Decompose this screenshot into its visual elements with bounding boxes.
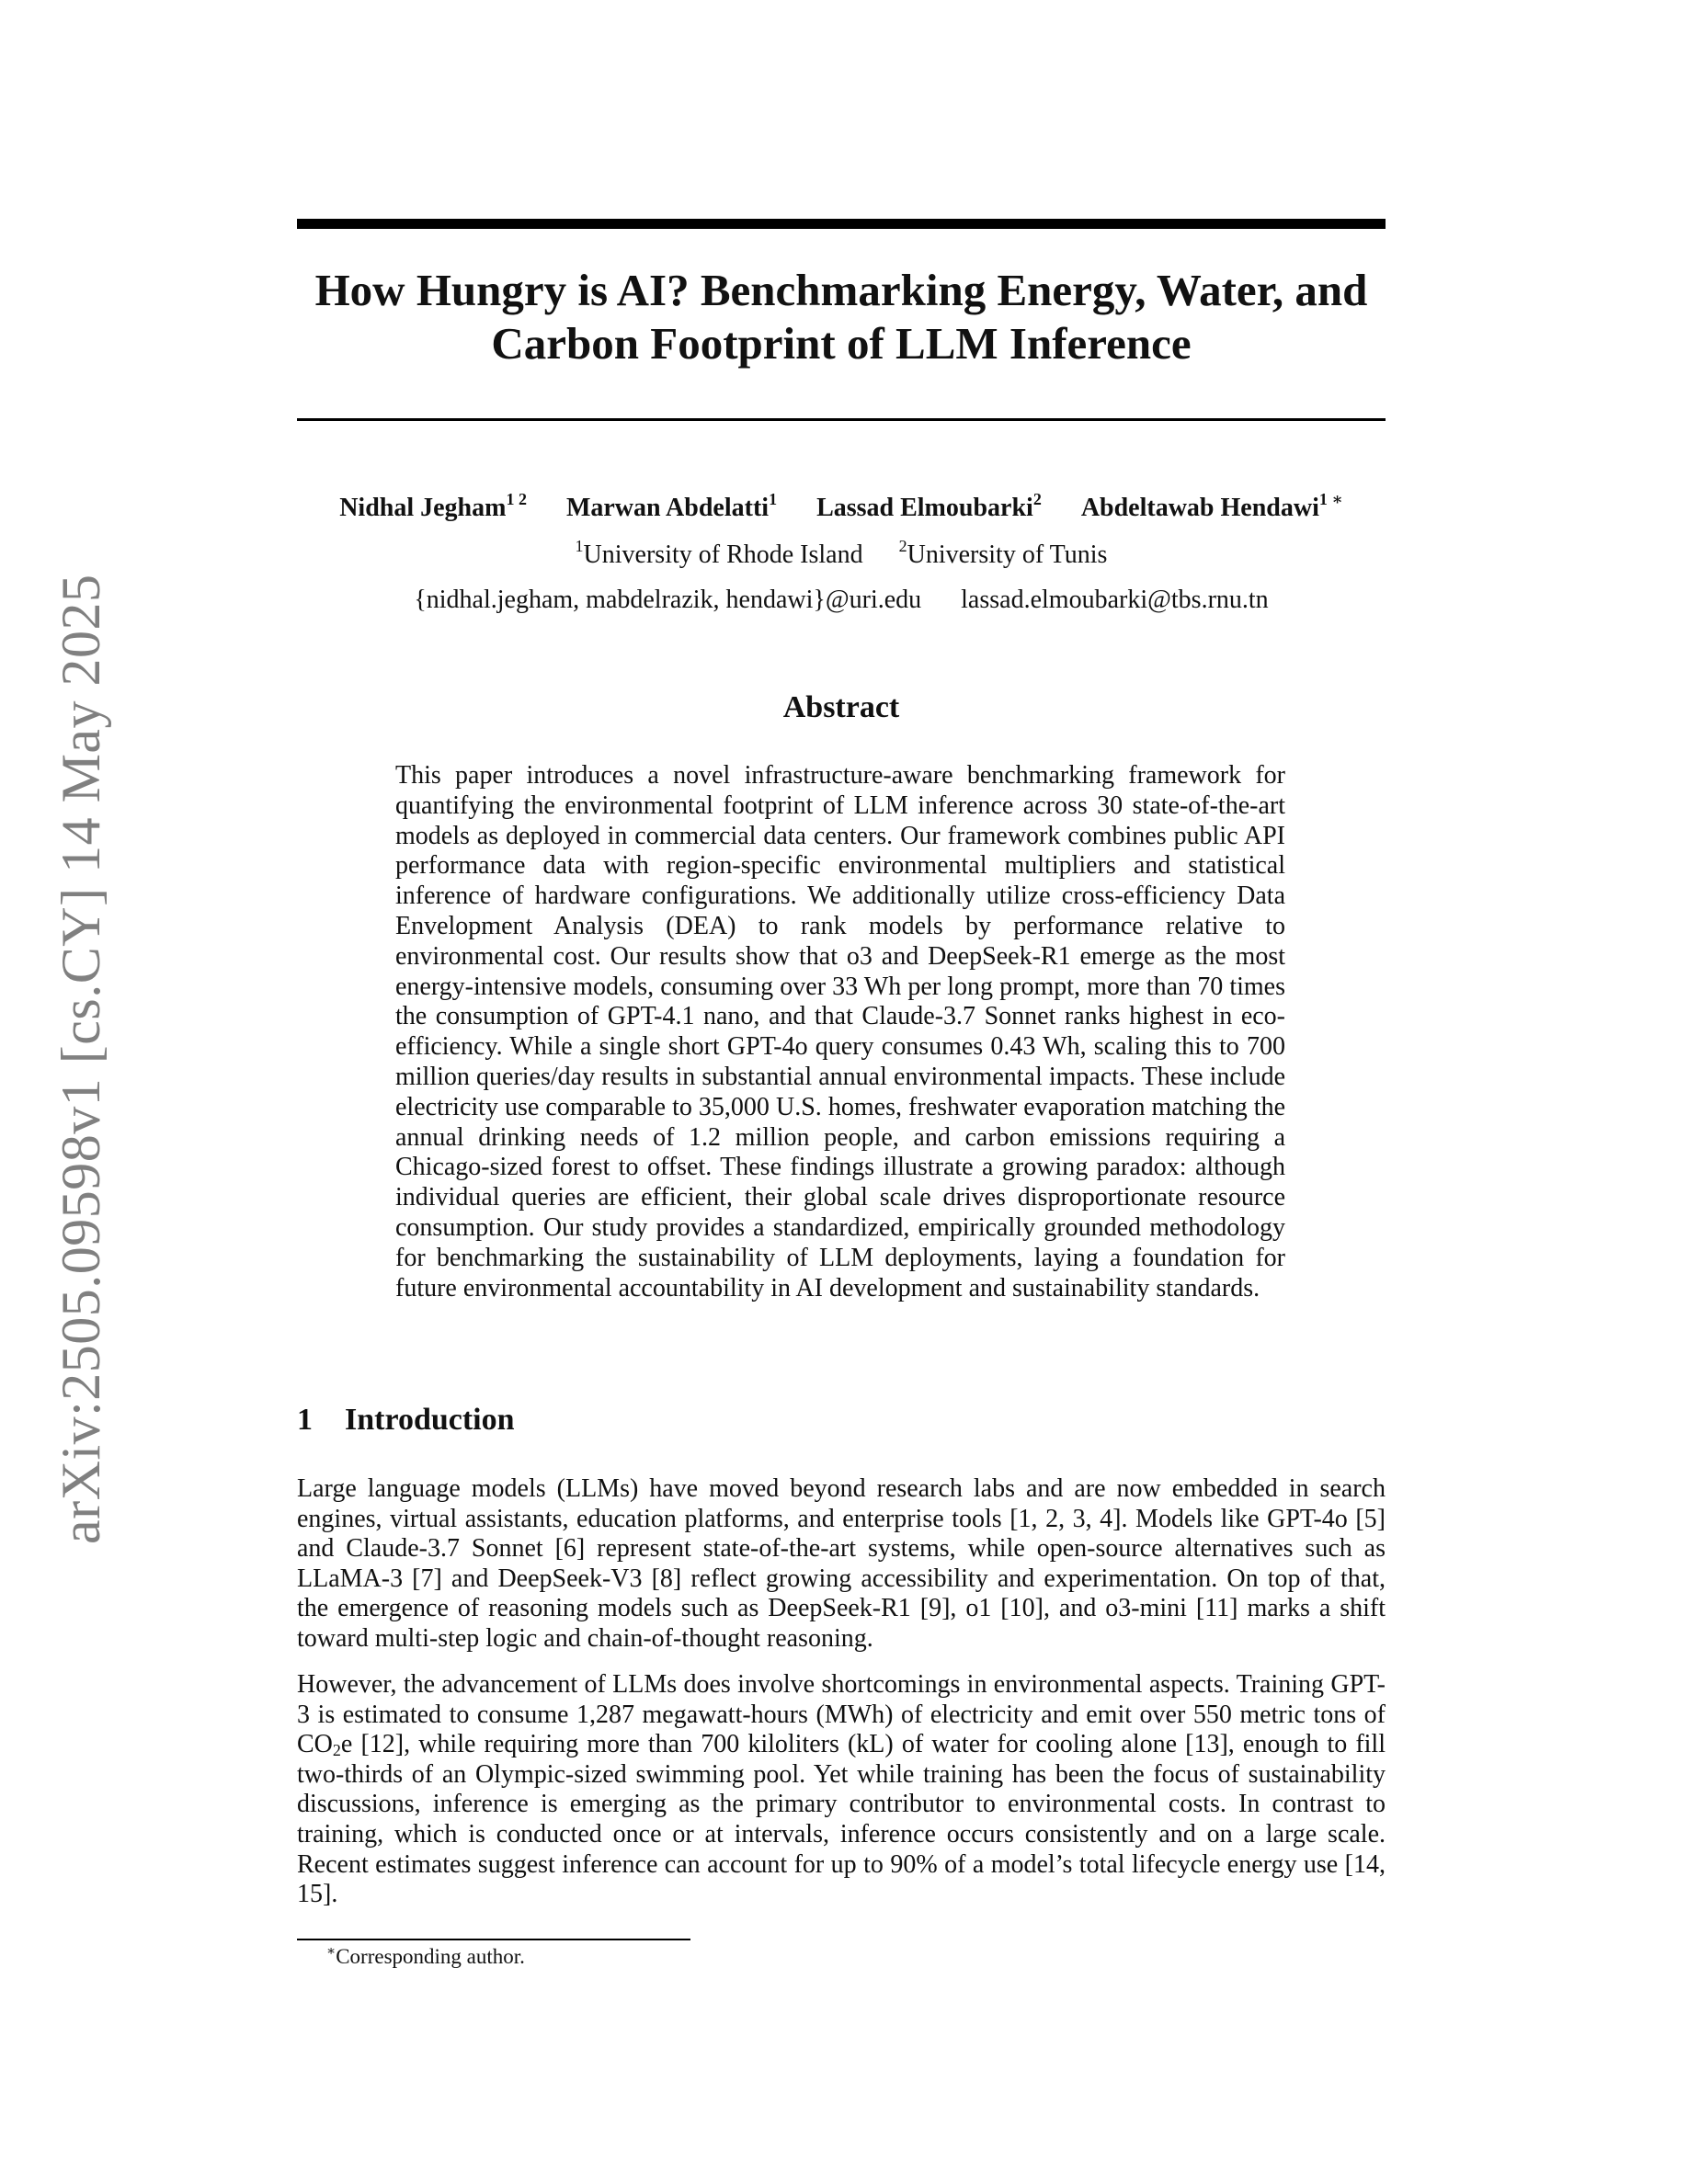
affiliation-list xyxy=(297,537,1386,571)
author-affiliation-mark: 1 xyxy=(769,490,778,508)
email-address: {nidhal.jegham, mabdelrazik, hendawi}@uri.edu xyxy=(414,586,922,614)
abstract-text: This paper introduces a novel infrastructure-aware benchmarking framework for quantifying the environmental footprint of LLM inference across 30 state-of-the-art models as deployed in commercial data centers. Our framework combines public API performance data with region-specific environmental multipliers and statistical inference of hardware configurations. We additionally utilize cross-efficiency Data Envelopment Analysis (DEA) to rank models by performance relative to environmental cost. Our results show that o3 and DeepSeek-R1 emerge as the most energy-intensive models, consuming over 33 Wh per long prompt, more than 70 times the consumption of GPT-4.1 nano, and that Claude-3.7 Sonnet ranks highest in eco-efficiency. While a single short GPT-4o query consumes 0.43 Wh, scaling this to 700 million queries/day results in substantial annual environmental impacts. These include electricity use comparable to 35,000 U.S. homes, freshwater evaporation matching the annual drinking needs of 1.2 million people, and carbon emissions requiring a Chicago-sized forest to offset. These findings illustrate a growing paradox: although individual queries are efficient, their global scale drives disproportionate resource consumption. Our study provides a standardized, empirically grounded methodology for benchmarking the sustainability of LLM deployments, laying a foundation for future environmental accountability in AI development and sustainability standards. xyxy=(395,761,1285,1302)
author-name: Lassad Elmoubarki xyxy=(816,494,1033,522)
author-affiliation-mark: 1 ∗ xyxy=(1318,490,1343,508)
paragraph-text: e [12], while requiring more than 700 kiloliters (kL) of water for cooling alone [13], enough to fill two-thirds of an Olympic-sized swimming pool. Yet while training has been the focus of sustainability discussions, inference is emerging as the primary contributor to environmental costs. In contrast to training, which is conducted once or at intervals, inference occurs consistently and on a large scale. Recent estimates suggest inference can account for up to 90% of a model’s total lifecycle energy use [14, 15]. xyxy=(297,1730,1386,1909)
author xyxy=(1080,490,1343,524)
author xyxy=(339,490,527,524)
title-line-2: Carbon Footprint of LLM Inference xyxy=(491,318,1192,369)
affiliation-name: University of Tunis xyxy=(907,540,1108,569)
author-name: Abdeltawab Hendawi xyxy=(1080,494,1319,522)
affiliation-mark: 2 xyxy=(898,537,907,555)
affiliation xyxy=(898,537,1108,571)
intro-paragraph xyxy=(297,1670,1386,1910)
email-address: lassad.elmoubarki@tbs.rnu.tn xyxy=(961,586,1269,614)
title-top-rule xyxy=(297,219,1386,229)
author-affiliation-mark: 2 xyxy=(1032,490,1042,508)
footnote-mark: ∗ xyxy=(326,1944,336,1959)
footnote-rule xyxy=(297,1939,690,1940)
title-bottom-rule xyxy=(297,418,1386,421)
footnote-text: Corresponding author. xyxy=(336,1945,525,1968)
author-name: Marwan Abdelatti xyxy=(565,494,770,522)
paper-title xyxy=(297,264,1386,370)
affiliation-name: University of Rhode Island xyxy=(583,540,863,569)
section-heading xyxy=(297,1402,515,1439)
paragraph-text: However, the advancement of LLMs does involve shortcomings in environmental aspects. Training GPT-3 is estimated to consume 1,287 megawatt-hours (MWh) of electricity and emit over 550 metric tons of CO xyxy=(297,1670,1386,1759)
arxiv-identifier-stamp: arXiv:2505.09598v1 [cs.CY] 14 May 2025 xyxy=(51,574,111,1544)
section-number: 1 xyxy=(297,1403,313,1437)
section-title: Introduction xyxy=(345,1403,515,1437)
subscript: 2 xyxy=(332,1741,341,1760)
footnote xyxy=(326,1944,525,1970)
title-line-1: How Hungry is AI? Benchmarking Energy, Water, and xyxy=(314,265,1368,315)
author xyxy=(816,490,1042,524)
intro-paragraph: Large language models (LLMs) have moved beyond research labs and are now embedded in search engines, virtual assistants, education platforms, and enterprise tools [1, 2, 3, 4]. Models like GPT-4o [5] and Claude-3.7 Sonnet [6] represent state-of-the-art systems, while open-source alternatives such as LLaMA-3 [7] and DeepSeek-V3 [8] reflect growing accessibility and experimentation. On top of that, the emergence of reasoning models such as DeepSeek-R1 [9], o1 [10], and o3-mini [11] marks a shift toward multi-step logic and chain-of-thought reasoning. xyxy=(297,1474,1386,1653)
affiliation-mark: 1 xyxy=(575,537,584,555)
affiliation xyxy=(575,537,863,571)
abstract-heading: Abstract xyxy=(782,690,900,724)
author-name: Nidhal Jegham xyxy=(339,494,507,522)
author-affiliation-mark: 1 2 xyxy=(506,490,527,508)
author-list xyxy=(297,490,1386,524)
author xyxy=(565,490,778,524)
email-list xyxy=(297,585,1386,616)
